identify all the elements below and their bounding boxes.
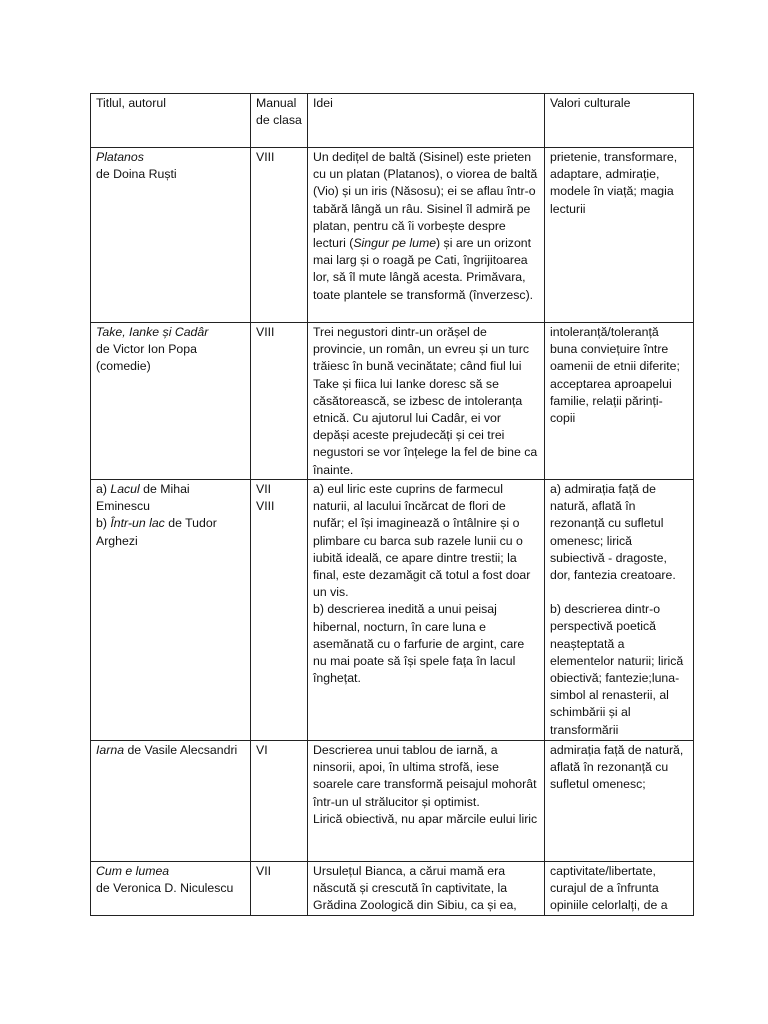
values-cell: a) admirația față de natură, aflată în rezonanță cu sufletul omenesc; lirică subiectivă - dragoste, dor, fantezia creatoare. b) descrierea dintr-o perspectivă poetică neașteptată a elementelor naturii; lirică obiectivă; fantezie;luna- simbol al renasterii, al schimbării și al transformării [545, 480, 694, 741]
work-author: de Victor Ion Popa [96, 342, 197, 357]
grade-cell: VI [251, 741, 308, 862]
work-title: Take, Ianke și Cadâr [96, 325, 209, 339]
work-author: de Tudor Arghezi [96, 516, 217, 548]
ideas-cell: Un dedițel de baltă (Sisinel) este prieten cu un platan (Platanos), o viorea de baltă (Vio) și un iris (Năsosu); ei se aflau într-o tabără lângă un râu. Sisinel îl admiră pe platan, pentru că îi vorbește despre lecturi (Singur pe lume) și are un orizont mai larg și o roagă pe Cati, îngrijitoarea lor, să îl mute lângă acesta. Primăvara, toate plantele se transformă (înverzesc). [308, 148, 545, 323]
ideas-cell: a) eul liric este cuprins de farmecul naturii, al lacului încărcat de flori de nufăr; el își imaginează o întâlnire și o plimbare cu barca sub razele lunii cu o iubită ideală, ce apare dintre trestii; la final, este dezamăgit că totul a fost doar un vis. b) descrierea inedită a unui peisaj hibernal, nocturn, în care luna e asemănată cu o farfurie de argint, care nu mai poate să își spele fața în lacul înghețat. [308, 480, 545, 741]
table-header-row [91, 94, 694, 148]
header-title-author: Titlul, autorul [91, 94, 251, 148]
ideas-cell: Ursulețul Bianca, a cărui mamă era născută și crescută în captivitate, la Grădina Zoologică din Sibiu, ca și ea, [308, 862, 545, 916]
work-cell [91, 741, 251, 862]
values-cell: admirația față de natură, aflată în rezonanță cu sufletul omenesc; [545, 741, 694, 862]
ideas-cell: Descrierea unui tablou de iarnă, a ninsorii, apoi, în ultima strofă, iese soarele care transformă peisajul mohorât într-un ul strălucitor și optimist. Lirică obiectivă, nu apar mărcile eului liric [308, 741, 545, 862]
work-cell: a) Lacul de Mihai Eminescu b) Într-un lac de Tudor Arghezi [91, 480, 251, 741]
table-row [91, 862, 694, 916]
table-row [91, 480, 694, 741]
values-cell: intoleranță/toleranță buna conviețuire între oamenii de etnii diferite; acceptarea aproapelui familie, relații părinți-copii [545, 323, 694, 480]
header-cultural-values: Valori culturale [545, 94, 694, 148]
work-author: de Vasile Alecsandri [124, 743, 238, 757]
ideas-cell: Trei negustori dintr-un orășel de provincie, un român, un evreu și un turc trăiesc în bună vecinătate; când fiul lui Take și fiica lui Ianke doresc să se căsătorească, se izbesc de intoleranța etnică. Cu ajutorul lui Cadâr, ei vor depăși aceste prejudecăți și cei trei negustori se vor înțelege la fel de bine ca înainte. [308, 323, 545, 480]
grade-cell: VIII [251, 323, 308, 480]
work-title: Lacul [110, 482, 140, 496]
work-cell [91, 862, 251, 916]
grade-cell: VII [251, 862, 308, 916]
work-author: de Veronica D. Niculescu [96, 881, 234, 896]
work-title: Platanos [96, 150, 144, 164]
table-row [91, 741, 694, 862]
work-note: (comedie) [96, 359, 151, 374]
ideas-emphasis: Singur pe lume [353, 236, 437, 251]
table-row [91, 148, 694, 323]
work-cell [91, 323, 251, 480]
work-author: de Doina Ruști [96, 167, 177, 182]
work-cell [91, 148, 251, 323]
header-ideas: Idei [308, 94, 545, 148]
work-author: de Mihai Eminescu [96, 482, 190, 514]
work-title: Cum e lumea [96, 864, 170, 878]
table-row [91, 323, 694, 480]
header-grade: Manual de clasa [251, 94, 308, 148]
grade-cell: VIII [251, 148, 308, 323]
work-title: Într-un lac [110, 516, 165, 531]
work-title: Iarna [96, 743, 125, 757]
literature-table [90, 93, 694, 916]
values-cell: prietenie, transformare, adaptare, admirație, modele în viață; magia lecturii [545, 148, 694, 323]
values-cell: captivitate/libertate, curajul de a înfrunta opiniile celorlalți, de a [545, 862, 694, 916]
grade-cell: VII VIII [251, 480, 308, 741]
